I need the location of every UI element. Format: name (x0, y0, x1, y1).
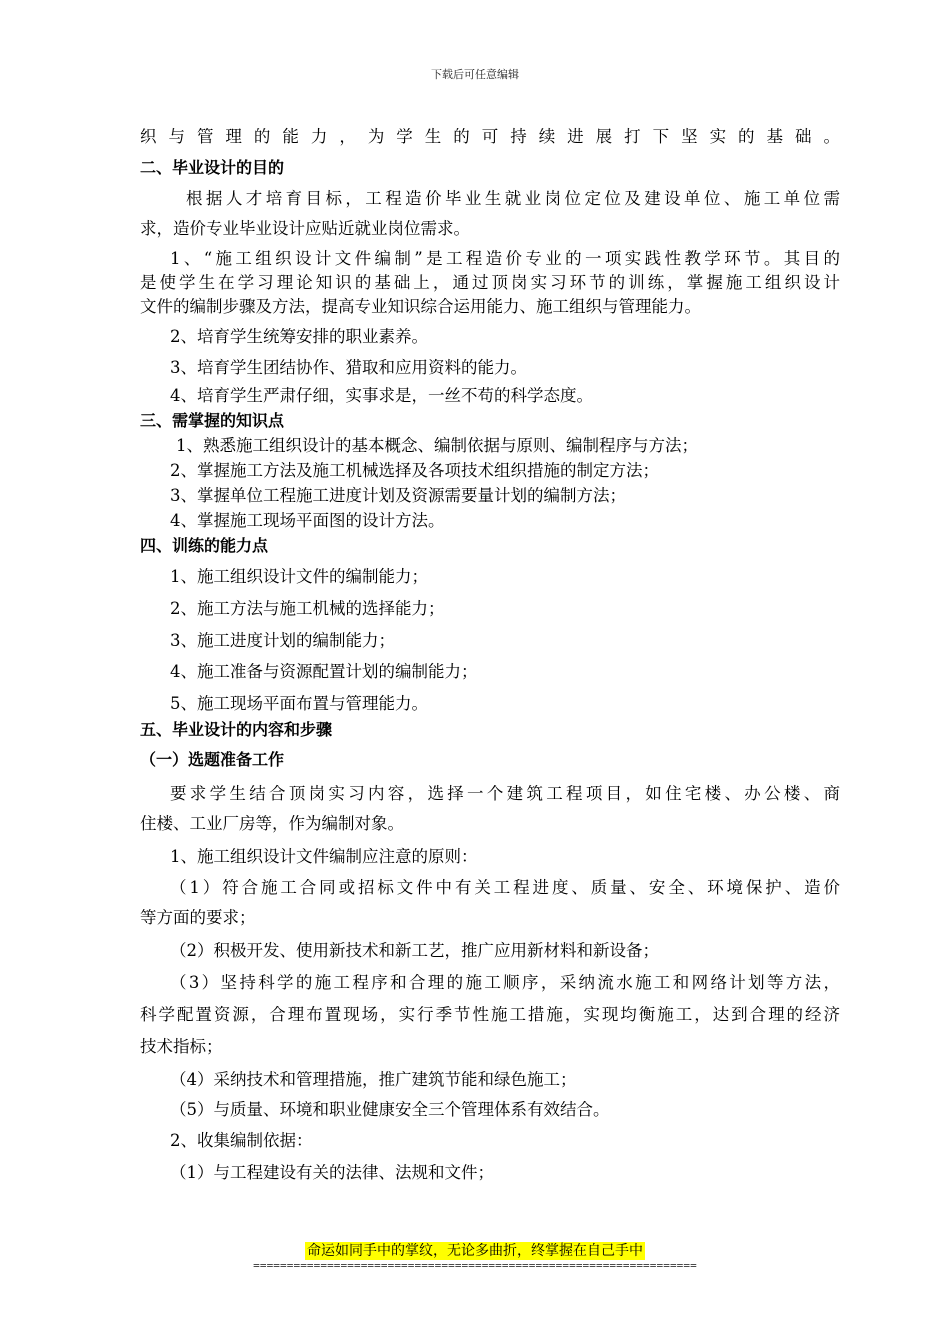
list-item: （5）与质量、环境和职业健康安全三个管理体系有效结合。 (170, 1100, 610, 1119)
list-item: （3）坚持科学的施工程序和合理的施工顺序，采纳流水施工和网络计划等方法， (170, 973, 840, 992)
footer-highlight-text: 命运如同手中的掌纹，无论多曲折，终掌握在自己手中 (307, 1243, 643, 1259)
paragraph-line: 住楼、工业厂房等，作为编制对象。 (140, 814, 404, 833)
footer-quote (0, 1240, 950, 1260)
section-heading: 四、训练的能力点 (140, 536, 269, 555)
paragraph-line: 织与管理的能力，为学生的可持续进展打下坚实的基础。 (140, 127, 840, 146)
list-item: （1）符合施工合同或招标文件中有关工程进度、质量、安全、环境保护、造价 (170, 878, 840, 897)
list-item: 3、培育学生团结协作、猎取和应用资料的能力。 (170, 358, 527, 377)
section-heading: 三、需掌握的知识点 (140, 411, 285, 430)
paragraph-line: 文件的编制步骤及方法，提高专业知识综合运用能力、施工组织与管理能力。 (140, 297, 701, 316)
paragraph-line: 1、“施工组织设计文件编制”是工程造价专业的一项实践性教学环节。其目的 (170, 249, 840, 268)
list-item: 3、施工进度计划的编制能力； (170, 631, 395, 650)
list-item: （4）采纳技术和管理措施，推广建筑节能和绿色施工； (170, 1070, 577, 1089)
list-item: 1、熟悉施工组织设计的基本概念、编制依据与原则、编制程序与方法； (176, 436, 698, 455)
page-header: 下载后可任意编辑 (431, 68, 519, 81)
list-item: 3、掌握单位工程施工进度计划及资源需要量计划的编制方法； (170, 486, 626, 505)
subsection-heading: （一）选题准备工作 (140, 750, 285, 769)
list-item: 4、施工准备与资源配置计划的编制能力； (170, 662, 478, 681)
list-item: （2）积极开发、使用新技术和新工艺，推广应用新材料和新设备； (170, 941, 659, 960)
list-item: 4、培育学生严肃仔细，实事求是，一丝不苟的科学态度。 (170, 386, 593, 405)
paragraph-line: 等方面的要求； (140, 908, 256, 927)
paragraph-line: 求，造价专业毕业设计应贴近就业岗位需求。 (140, 219, 470, 238)
list-item: 1、施工组织设计文件的编制能力； (170, 567, 428, 586)
list-item: 2、施工方法与施工机械的选择能力； (170, 599, 445, 618)
paragraph-line: 是使学生在学习理论知识的基础上，通过顶岗实习环节的训练，掌握施工组织设计 (140, 273, 840, 292)
section-heading: 二、毕业设计的目的 (140, 158, 285, 177)
paragraph-line: 根据人才培育目标，工程造价毕业生就业岗位定位及建设单位、施工单位需 (186, 189, 840, 208)
list-item: 2、收集编制依据： (170, 1131, 313, 1150)
paragraph-line: 科学配置资源，合理布置现场，实行季节性施工措施，实现均衡施工，达到合理的经济 (140, 1005, 840, 1024)
paragraph-line: 技术指标； (140, 1037, 223, 1056)
list-item: 5、施工现场平面布置与管理能力。 (170, 694, 428, 713)
list-item: 4、掌握施工现场平面图的设计方法。 (170, 511, 445, 530)
list-item: 2、掌握施工方法及施工机械选择及各项技术组织措施的制定方法； (170, 461, 659, 480)
list-item: （1）与工程建设有关的法律、法规和文件； (170, 1163, 494, 1182)
paragraph-line: 要求学生结合顶岗实习内容，选择一个建筑工程项目，如住宅楼、办公楼、商 (170, 784, 840, 803)
list-item: 1、施工组织设计文件编制应注意的原则： (170, 847, 478, 866)
section-heading: 五、毕业设计的内容和步骤 (140, 720, 333, 739)
list-item: 2、培育学生统筹安排的职业素养。 (170, 327, 428, 346)
footer-divider: ================================================================== (253, 1259, 697, 1272)
